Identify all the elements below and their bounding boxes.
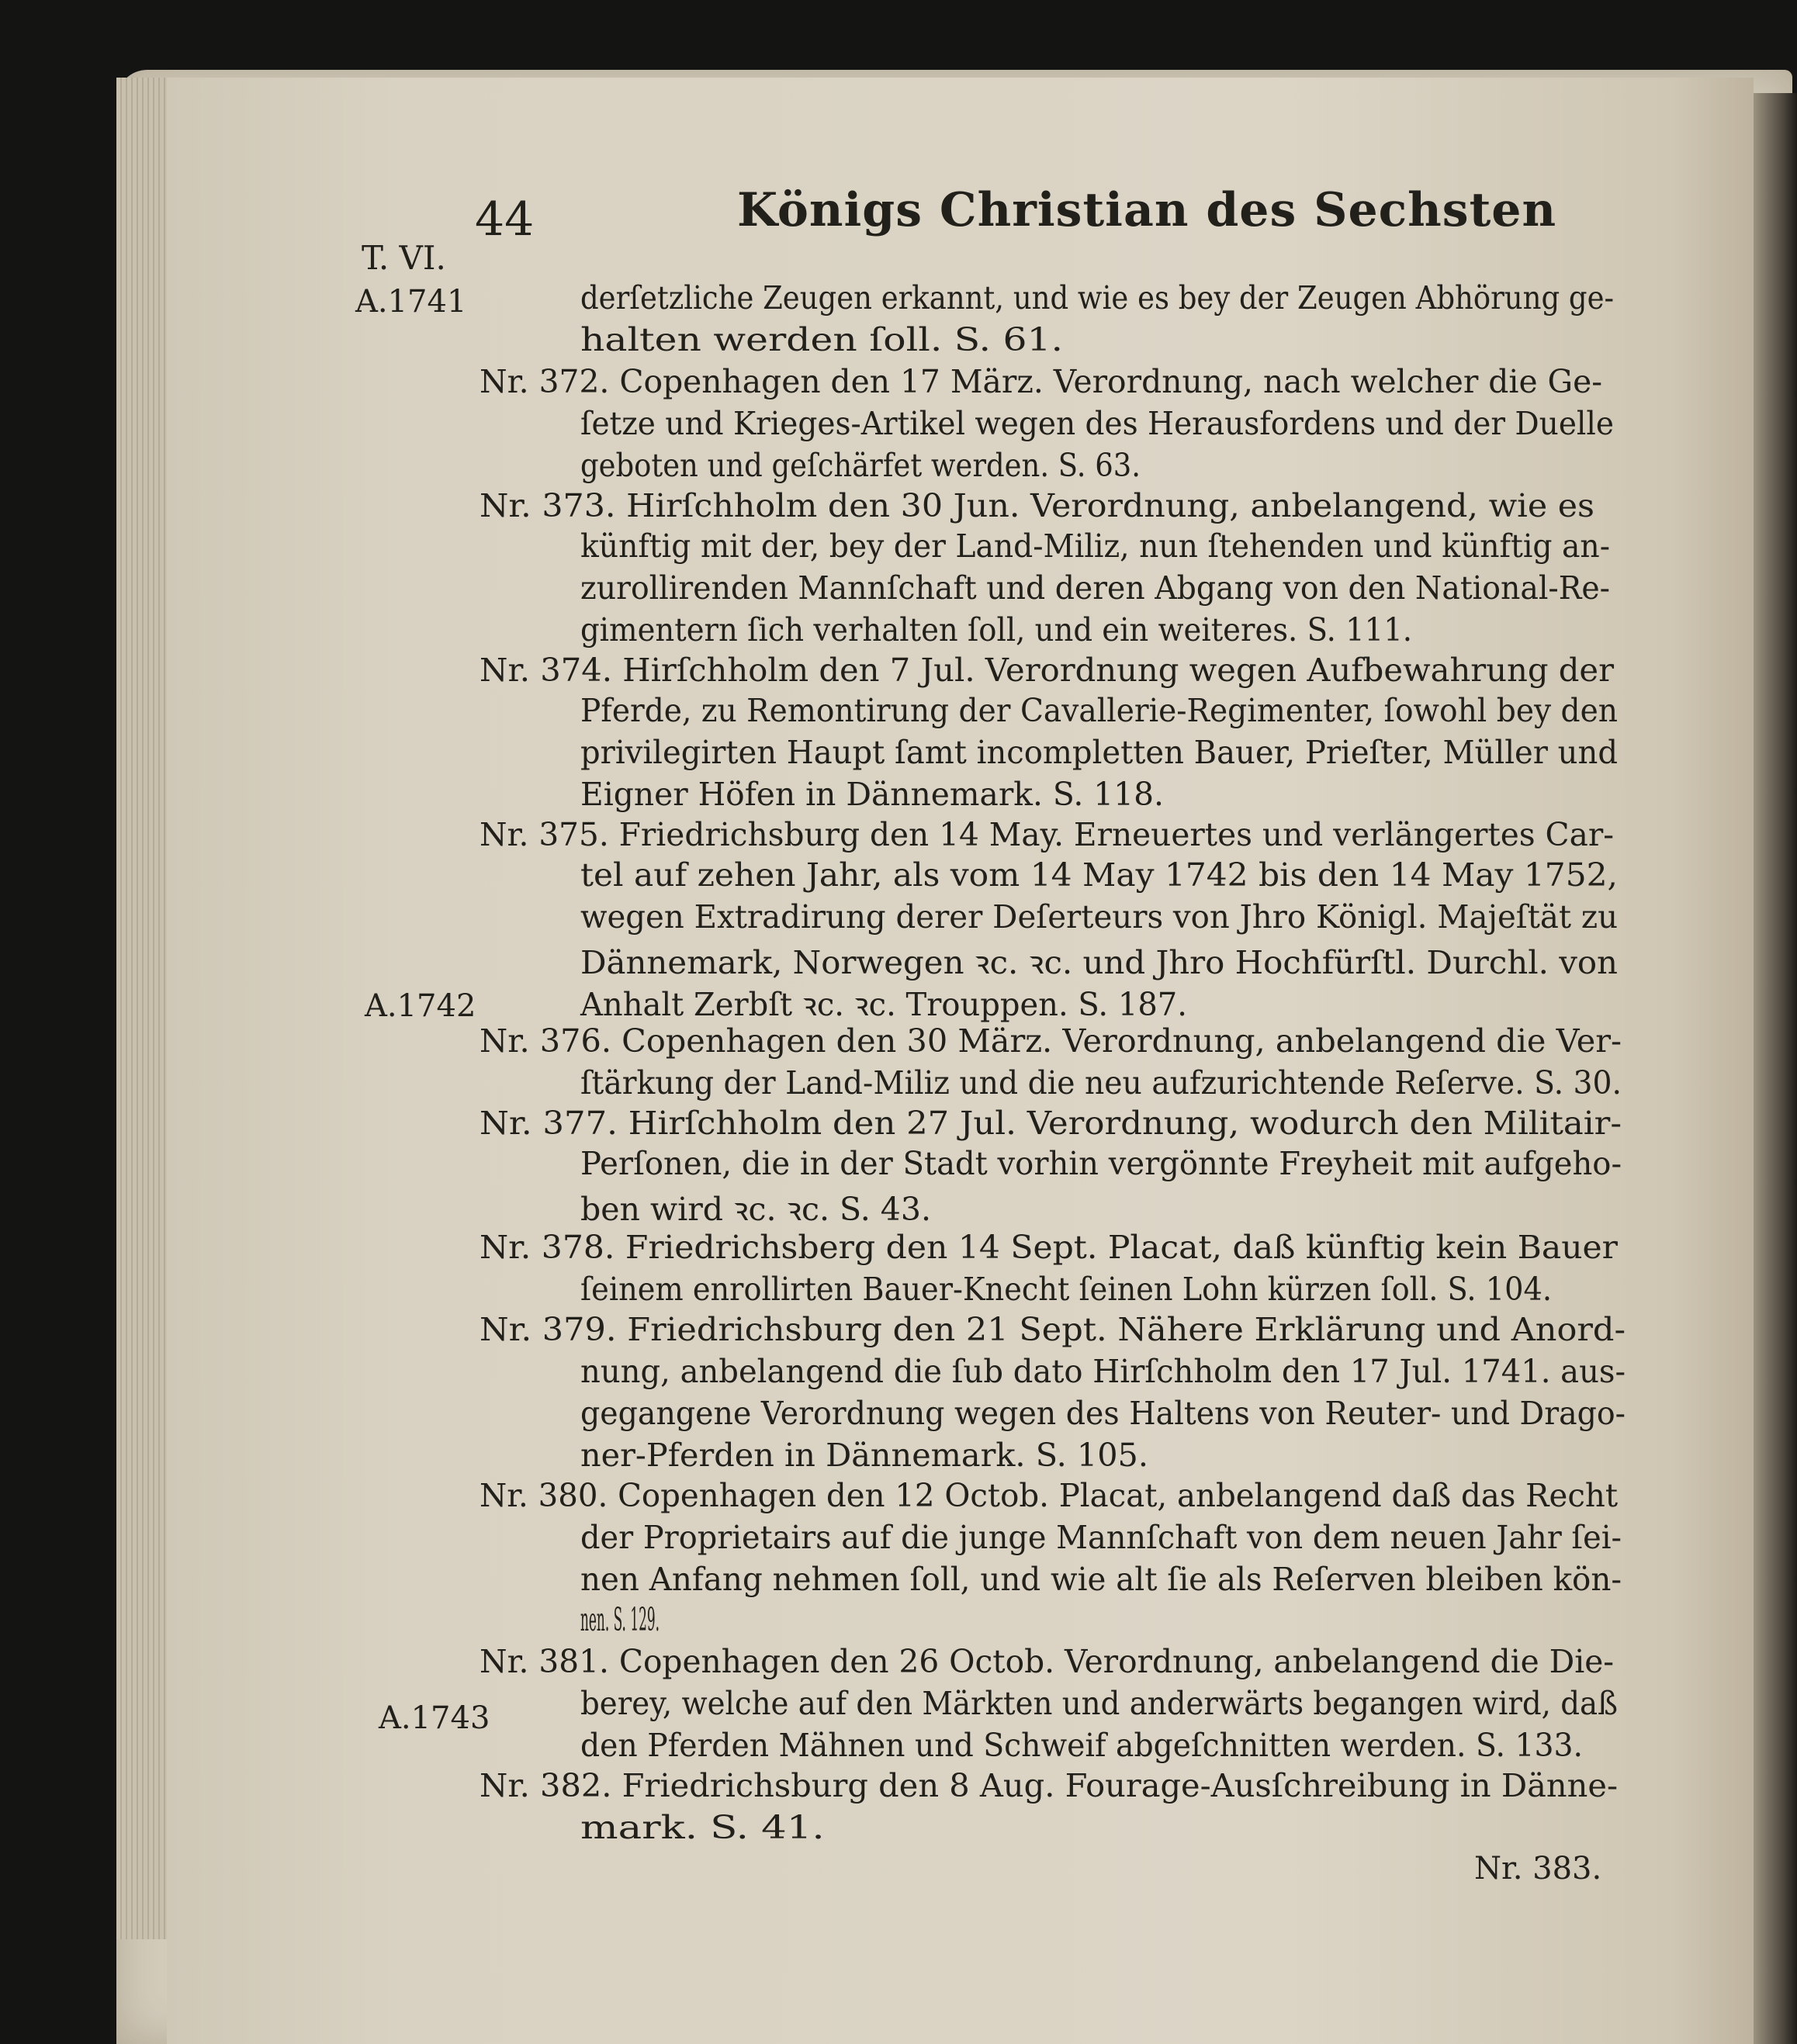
text-line: wegen Extradirung derer Deſerteurs von Jhro Königl. Majeſtät zu <box>580 898 1618 936</box>
text-line: den Pferden Mähnen und Schweif abgeſchnitten werden. S. 133. <box>580 1727 1583 1764</box>
text-line: Eigner Höfen in Dännemark. S. 118. <box>580 776 1164 813</box>
text-line: berey, welche auf den Märkten und anderwärts begangen wird, daß <box>580 1685 1618 1722</box>
year-marker-1741: A.1741 <box>355 284 467 320</box>
text-line: gegangene Verordnung wegen des Haltens von Reuter- und Drago- <box>580 1395 1626 1432</box>
text-line: gimentern ſich verhalten ſoll, und ein weiteres. S. 111. <box>580 611 1412 648</box>
text-line: künftig mit der, bey der Land-Miliz, nun ſtehenden und künftig an- <box>580 527 1610 565</box>
book-gutter <box>1754 93 1797 2044</box>
text-line: Nr. 379. Friedrichsburg den 21 Sept. Nähere Erklärung und Anord- <box>480 1311 1626 1348</box>
text-line: Nr. 380. Copenhagen den 12 Octob. Placat, anbelangend daß das Recht <box>480 1477 1618 1514</box>
text-line: tel auf zehen Jahr, als vom 14 May 1742 bis den 14 May 1752, <box>580 856 1618 894</box>
text-line: Nr. 382. Friedrichsburg den 8 Aug. Fourage-Ausſchreibung in Dänne- <box>480 1767 1618 1804</box>
text-line: Pferde, zu Remontirung der Cavallerie-Regimenter, ſowohl bey den <box>580 692 1618 729</box>
text-line: Nr. 381. Copenhagen den 26 Octob. Verordnung, anbelangend die Die- <box>480 1643 1614 1680</box>
text-line: Nr. 377. Hirſchholm den 27 Jul. Verordnung, wodurch den Militair- <box>480 1105 1622 1142</box>
catchword-visible: Nr. 383. <box>1474 1851 1602 1887</box>
page-number: 44 <box>475 192 535 247</box>
text-line: zurollirenden Mannſchaft und deren Abgang von den National-Re- <box>580 569 1610 607</box>
year-marker-1743: A.1743 <box>379 1700 490 1736</box>
year-marker-1742: A.1742 <box>365 988 476 1024</box>
text-line: ſtärkung der Land-Miliz und die neu aufzurichtende Reſerve. S. 30. <box>580 1064 1622 1102</box>
text-line: Nr. 375. Friedrichsburg den 14 May. Erneuertes und verlängertes Car- <box>480 816 1614 853</box>
text-line: der Proprietairs auf die junge Mannſchaft von dem neuen Jahr ſei- <box>580 1519 1622 1556</box>
text-line: nung, anbelangend die ſub dato Hirſchholm den 17 Jul. 1741. aus- <box>580 1353 1626 1390</box>
text-line: halten werden ſoll. S. 61. <box>580 321 1063 358</box>
text-line: ſeinem enrollirten Bauer-Knecht ſeinen Lohn kürzen ſoll. S. 104. <box>580 1271 1552 1308</box>
text-line: mark. S. 41. <box>580 1809 825 1846</box>
text-line: Nr. 376. Copenhagen den 30 März. Verordnung, anbelangend die Ver- <box>480 1022 1622 1060</box>
running-head: Königs Christian des Sechsten <box>737 183 1557 237</box>
text-line: Dännemark, Norwegen ꝛc. ꝛc. und Jhro Hochfürſtl. Durchl. von <box>580 944 1618 981</box>
text-line: Nr. 372. Copenhagen den 17 März. Verordnung, nach welcher die Ge- <box>480 363 1602 400</box>
text-line: Nr. 373. Hirſchholm den 30 Jun. Verordnung, anbelangend, wie es <box>480 487 1594 524</box>
volume-ref: T. VI. <box>362 239 446 277</box>
text-line: Nr. 374. Hirſchholm den 7 Jul. Verordnung wegen Aufbewahrung der <box>480 652 1614 689</box>
text-line: Nr. 378. Friedrichsberg den 14 Sept. Placat, daß künftig kein Bauer <box>480 1229 1618 1266</box>
text-line: ner-Pferden in Dännemark. S. 105. <box>580 1437 1148 1474</box>
text-line: nen. S. 129. <box>580 1601 660 1638</box>
text-line: geboten und geſchärfet werden. S. 63. <box>580 447 1141 484</box>
text-line: ben wird ꝛc. ꝛc. S. 43. <box>580 1191 931 1228</box>
text-line: ſetze und Krieges-Artikel wegen des Herausfordens und der Duelle <box>580 405 1614 442</box>
text-line: privilegirten Haupt ſamt incompletten Bauer, Prieſter, Müller und <box>580 734 1618 771</box>
text-line: Anhalt Zerbſt ꝛc. ꝛc. Trouppen. S. 187. <box>580 986 1187 1023</box>
text-line: derſetzliche Zeugen erkannt, und wie es bey der Zeugen Abhörung ge- <box>580 279 1614 316</box>
text-line: nen Anfang nehmen ſoll, und wie alt ſie als Reſerven bleiben kön- <box>580 1561 1622 1598</box>
text-line: Perſonen, die in der Stadt vorhin vergönnte Freyheit mit aufgeho- <box>580 1145 1622 1182</box>
